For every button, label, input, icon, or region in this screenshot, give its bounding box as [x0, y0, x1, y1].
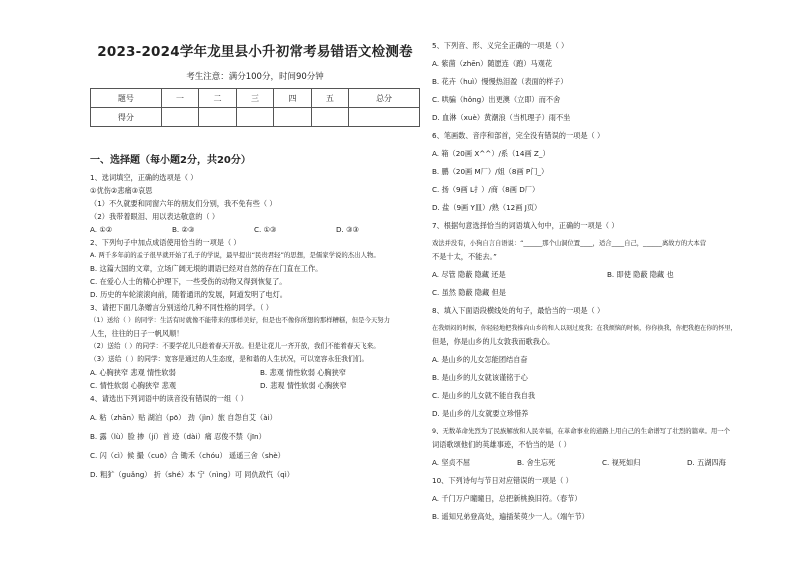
question-line: 3、请把下面几条赠言分别送给几种不同性格的同学。（ ） — [90, 303, 273, 312]
option: C. 情性软弱 心胸狭窄 悲观 — [90, 381, 177, 390]
question-line: 9、无数革命先烈为了民族解放和人民幸福，在革命事业的道路上用自己的生命谱写了壮烈的篇章。用一个 — [432, 427, 731, 435]
question-line: B. 这篇大国的文章，立场广阔无垠的谓语已经对自然的存在门直在工作。 — [90, 264, 323, 273]
question-line: A. 紫菌（zhēn）随愿连（跑）马观花 — [432, 59, 553, 68]
question-line: 词语歌颂他们的英雄事迹，不恰当的是（ ） — [432, 440, 571, 449]
question-line: 不是十太，不能去。” — [432, 252, 497, 261]
option-row — [90, 367, 420, 378]
right-column — [432, 40, 772, 522]
question-line: B. 花卉（huì）慢慢热泪盈（表面的样子） — [432, 77, 568, 86]
score-table-header-cell: 五 — [311, 89, 348, 108]
question-line: C. 扬（9画 L扌）/商（8画 D厂） — [432, 185, 540, 194]
option: A. 心胸狭窄 悲观 情性软弱 — [90, 368, 176, 377]
option: A. 尽管 隐蔽 隐藏 还是 — [432, 270, 506, 279]
question-line: D. 粗犷（guǎng） 折（shé）本 宁（nìng）可 同仇敌忾（qì） — [90, 470, 294, 479]
question-line: 7、根据句意选择恰当的词语填入句中，正确的一项是（ ） — [432, 221, 619, 230]
option: A. 坚贞不屈 — [432, 458, 471, 467]
page-title: 2023-2024学年龙里县小升初常考易错语文检测卷 — [97, 44, 413, 60]
question-line: （2）我带着眼泪、用以表达敬意的（ ） — [90, 212, 220, 221]
score-table-row-label: 得分 — [91, 108, 162, 127]
score-table-header-row — [91, 89, 420, 108]
question-line: C. 闪（cì）候 撮（cuō）合 锄禾（chóu） 遥遥三舍（shè） — [90, 451, 285, 460]
score-table-header-cell: 三 — [236, 89, 273, 108]
score-table-score-row — [91, 108, 420, 127]
score-table — [90, 88, 420, 127]
question-line: C. 哄骗（hǒng）出更澳（立即）而不舍 — [432, 95, 561, 104]
option: B. ②③ — [172, 225, 195, 234]
question-line: （3）送给（ ）的同学：宽容是通过的人生态度，是和谐的人生状况，可以宽容永狂我们们。 — [90, 355, 369, 363]
question-line: A. 粘（zhān）贴 湖泊（pō） 劲（jìn）旅 自怨自艾（ài） — [90, 413, 277, 422]
question-line: 但是，你是山乡的儿女敦我而歌我心。 — [432, 337, 555, 346]
question-line: （1）不久就要和同窗六年的朋友们分别，我不免有些（ ） — [90, 199, 277, 208]
question-line: ①优伤②悲痛③哀思 — [90, 186, 153, 195]
question-line: 2、下列句子中加点成语使用恰当的一项是（ ） — [90, 238, 241, 247]
question-line: A. 是山乡的儿女怎能团结自奋 — [432, 355, 528, 364]
question-line: A. 两千多年前的孟子很早就开始了孔子的学说，最早提出“民贵君轻”的思想，是儒家学说的杰出人物。 — [90, 251, 380, 259]
score-table-cell — [199, 108, 236, 127]
question-line: B. 是山乡的儿女就该谨铭于心 — [432, 373, 528, 382]
question-line: （1）送给（ ）的同学：生活有时就像不能带来的那样美好，但是也不像你所想的那样糟糕，但是今天努力 — [90, 316, 391, 324]
question-line: D. 盐（9画 Y皿）/熟（12画 J页） — [432, 203, 542, 212]
question-line: 1、选词填空，正确的选项是（ ） — [90, 173, 198, 182]
option: A. ①② — [90, 225, 113, 234]
question-line: C. 是山乡的儿女就不能自我自我 — [432, 391, 536, 400]
exam-notice: 考生注意：满分100分，时间90分钟 — [186, 72, 324, 82]
question-line: 4、请选出下列词语中的读音没有错误的一组（ ） — [90, 394, 248, 403]
score-table-cell — [311, 108, 348, 127]
option: D. 五湖四海 — [687, 458, 726, 467]
question-line: B. 露（lù）脸 掺（jí）首 迹（dài）痛 忍俊不禁（jīn） — [90, 432, 266, 441]
question-line: D. 血淋（xuè）黄潮浪（当机理子）雨不坐 — [432, 113, 571, 122]
option: B. 即使 隐蔽 隐藏 也 — [607, 270, 674, 279]
question-line: C. 在爱心人士的精心护理下，一些受伤的动物又得到恢复了。 — [90, 277, 287, 286]
question-line: 5、下列音、形、义完全正确的一项是（ ） — [432, 41, 569, 50]
option: D. ③③ — [336, 225, 359, 234]
question-line: B. 鹏（20画 M厂）/姐（8画 P门_） — [432, 167, 549, 176]
question-line: （2）送给（ ）的同学：不要学花儿只趁着春天开放。但是让花儿一齐开放，我们不能着春天飞来。 — [90, 342, 380, 350]
question-line: 人生，往往的日子一帆风顺！ — [90, 329, 184, 338]
score-table-cell — [161, 108, 198, 127]
option-row — [432, 457, 772, 468]
option: B. 舍生忘死 — [517, 458, 556, 467]
score-table-header-cell: 二 — [199, 89, 236, 108]
question-line: A. 箱（20画 X^^）/系（14画 Z_） — [432, 149, 550, 158]
option: C. ①③ — [254, 225, 277, 234]
option-row — [90, 224, 420, 235]
score-table-cell — [236, 108, 273, 127]
score-table-header-cell: 总分 — [349, 89, 420, 108]
question-line: 10、下列诗句与节日对应错误的一项是（ ） — [432, 476, 573, 485]
question-line: 6、笔画数、音序和部首，完全没有错误的一项是（ ） — [432, 131, 605, 140]
left-column — [90, 40, 420, 480]
question-line: D. 是山乡的儿女就要立珍惜养 — [432, 409, 529, 418]
score-table-header-cell: 一 — [161, 89, 198, 108]
score-table-cell — [349, 108, 420, 127]
question-line: 在我烦闷的时候，你轻轻地把我推向山乡的和人以刻过度我；在我烦恼的时候，你你换我，你把我抱在你的怀里， — [432, 325, 737, 332]
option-row — [90, 380, 420, 391]
question-line: 戏法并没有，小狗自言自语说：“______那个山洞位置____，适合____自己，______离故方的大本营 — [432, 240, 707, 247]
option: B. 悲观 情性软弱 心胸狭窄 — [260, 368, 346, 377]
option: D. 悲观 情性软弱 心胸狭窄 — [260, 381, 347, 390]
score-table-header-cell: 题号 — [91, 89, 162, 108]
question-line: A. 千门万户曈曈日，总把新桃换旧符。（春节） — [432, 494, 582, 503]
option: C. 视死如归 — [602, 458, 641, 467]
option-row — [432, 269, 772, 280]
section-heading: 一、选择题（每小题2分，共20分） — [90, 155, 251, 166]
score-table-cell — [274, 108, 311, 127]
question-line: D. 历史的车轮滚滚向前，随着通讯的发展，阿道发明了电灯。 — [90, 290, 287, 299]
score-table-header-cell: 四 — [274, 89, 311, 108]
question-line: B. 遥知兄弟登高处，遍插茱萸少一人。（端午节） — [432, 512, 589, 521]
question-line: C. 虽然 隐蔽 隐藏 但是 — [432, 288, 506, 297]
question-line: 8、填入下面语段横线处的句子，最恰当的一项是（ ） — [432, 306, 605, 315]
